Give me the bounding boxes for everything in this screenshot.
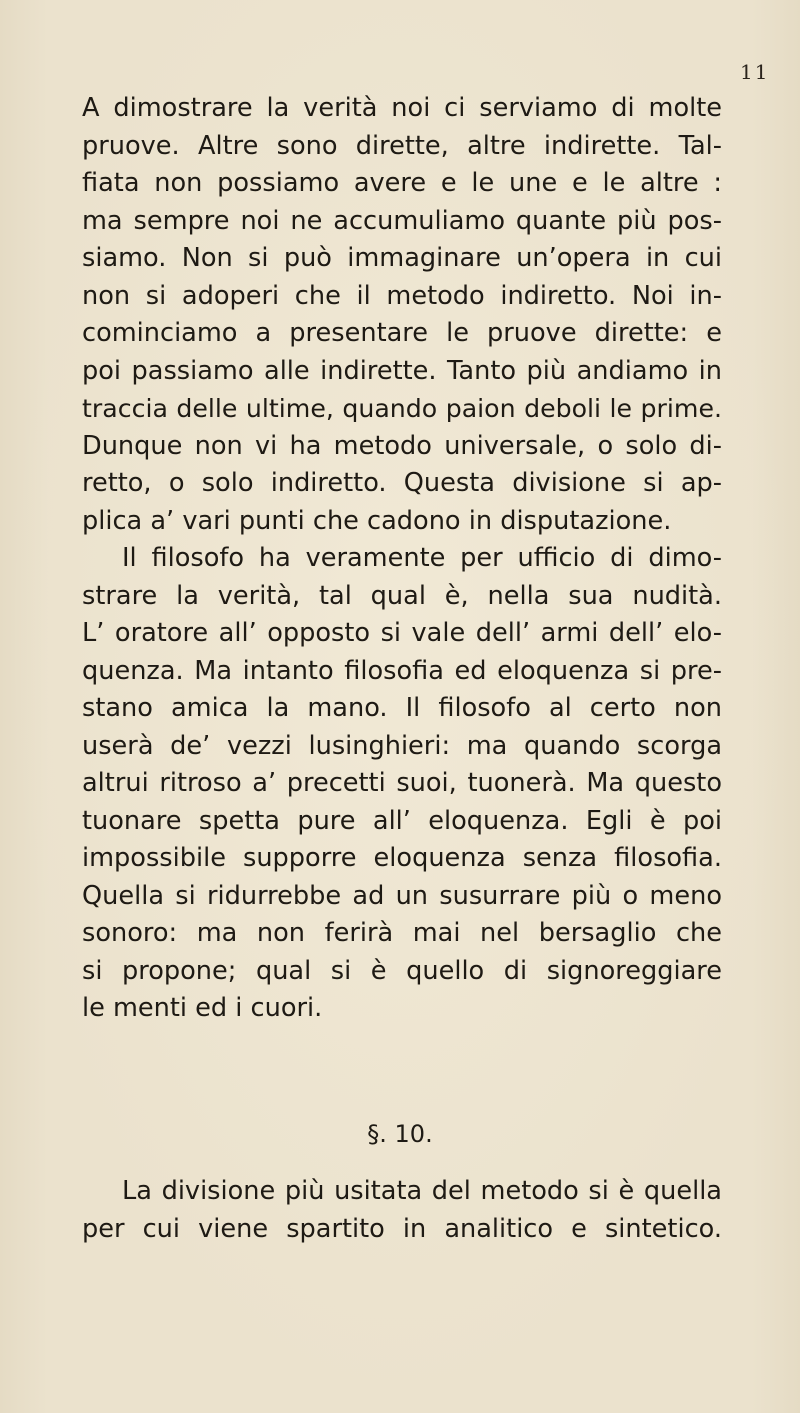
text-line: L’ oratore all’ opposto si vale dell’ armi dell’ elo- [82, 618, 722, 648]
text-line: A dimostrare la verità noi ci serviamo di molte [82, 93, 722, 123]
text-line: userà de’ vezzi lusinghieri: ma quando scorga [82, 730, 722, 761]
text-line: per cui viene spartito in analitico e sintetico. [82, 1213, 722, 1244]
text-line: quenza. Ma intanto filosofia ed eloquenza si pre- [82, 655, 722, 686]
text-line: pruove. Altre sono dirette, altre indirette. Tal- [82, 130, 722, 161]
text-line: Il filosofo ha veramente per ufficio di dimo- [122, 543, 722, 573]
text-line: fiata non possiamo avere e le une e le altre : [82, 168, 722, 198]
text-line: si propone; qual si è quello di signoreggiare [82, 955, 722, 986]
text-line: Quella si ridurrebbe ad un susurrare più o meno [82, 880, 722, 911]
text-line: traccia delle ultime, quando paion deboli le prime. [82, 394, 722, 423]
page-number: 11 [740, 60, 770, 84]
text-line: non si adoperi che il metodo indiretto. Noi in- [82, 280, 722, 311]
text-line: tuonare spetta pure all’ eloquenza. Egli è poi [82, 805, 722, 836]
text-line: siamo. Non si può immaginare un’opera in cui [82, 243, 722, 273]
text-line: Dunque non vi ha metodo universale, o solo di- [82, 430, 722, 461]
section-heading: §. 10. [367, 1120, 433, 1148]
text-line: ma sempre noi ne accumuliamo quante più pos- [82, 205, 722, 236]
text-line: poi passiamo alle indirette. Tanto più andiamo in [82, 355, 722, 386]
text-line: sonoro: ma non ferirà mai nel bersaglio che [82, 918, 722, 948]
text-line: le menti ed i cuori. [82, 993, 323, 1023]
text-line: retto, o solo indiretto. Questa divisione si ap- [82, 468, 722, 498]
main-text-block [82, 90, 722, 1028]
section-text-block [82, 1173, 722, 1248]
text-line: altrui ritroso a’ precetti suoi, tuonerà. Ma questo [82, 768, 722, 798]
text-line: strare la verità, tal qual è, nella sua nudità. [82, 580, 722, 611]
text-line: plica a’ vari punti che cadono in disputazione. [82, 505, 672, 536]
text-line: impossibile supporre eloquenza senza filosofia. [82, 843, 722, 873]
text-line: La divisione più usitata del metodo si è quella [122, 1176, 722, 1206]
text-line: cominciamo a presentare le pruove dirette: e [82, 318, 722, 348]
text-line: stano amica la mano. Il filosofo al certo non [82, 693, 722, 723]
